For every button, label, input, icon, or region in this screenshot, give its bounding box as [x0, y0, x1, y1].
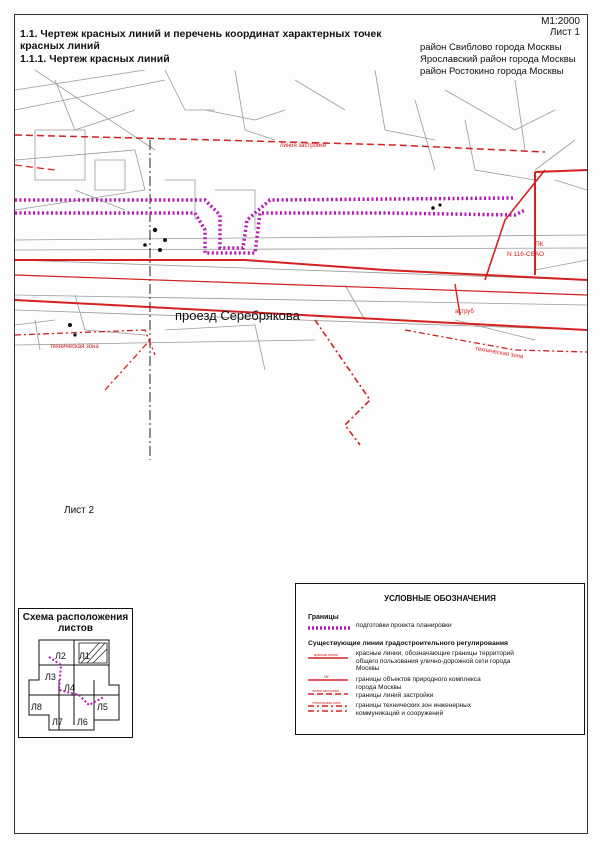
scheme-sheet-6: Л6: [77, 717, 88, 727]
building-lines: [15, 135, 545, 170]
scheme-sheet-8: Л8: [31, 702, 42, 712]
tech-zone-left-label: техническая зона: [50, 344, 99, 350]
scheme-sheet-3: Л3: [45, 672, 56, 682]
legend-item-1-line-2: общего пользования улично-дорожной сети города: [356, 657, 511, 665]
pk-code: N 116-СВАО: [507, 251, 545, 258]
pipe-label: аструб: [455, 309, 474, 315]
street-name: проезд Серебрякова: [175, 308, 300, 323]
scheme-sheet-1: Л1: [79, 651, 90, 661]
planning-border: [15, 210, 525, 253]
legend-borders-label: Границы: [308, 614, 339, 621]
map-drawing: [15, 70, 587, 460]
legend-planning-swatch: [308, 624, 352, 632]
swatch-label-tech-zone: техническая зона: [312, 701, 341, 705]
scheme-title: [19, 612, 132, 634]
title-line-1: 1.1. Чертеж красных линий и перечень координат характерных точек: [20, 28, 382, 40]
title-line-3: 1.1.1. Чертеж красных линий: [20, 53, 170, 65]
swatch-label-red-line: красная линия: [314, 653, 338, 657]
scale-label: M1:2000: [541, 16, 580, 27]
legend-item-4-line-1: границы технических зон инженерных: [356, 702, 472, 709]
title-line-2: красных линий: [20, 40, 100, 52]
scheme-diagram: [19, 635, 131, 735]
legend-box: [295, 583, 585, 735]
sheet-2-label: Лист 2: [64, 505, 95, 516]
legend-item-4-line-2: коммуникаций и сооружений: [356, 709, 444, 717]
legend-item-2-line-1: границы объектов природного комплекса: [356, 676, 481, 683]
district-1: район Свиблово города Москвы: [420, 42, 562, 53]
scheme-sheet-5: Л5: [97, 702, 108, 712]
legend-item-1-line-3: Москвы: [356, 665, 380, 672]
legend-item-1-line-1: красные линии, обозначающие границы территорий: [356, 650, 514, 657]
scheme-sheet-4: Л4: [64, 683, 75, 693]
scheme-sheet-2: Л2: [55, 651, 66, 661]
district-3: район Ростокино города Москвы: [420, 66, 564, 77]
district-2: Ярославский район города Москвы: [420, 54, 576, 65]
building-line-label: линия застройки: [280, 143, 327, 149]
pk-label: ПК: [535, 241, 544, 248]
legend-item-natural-complex: [356, 676, 481, 691]
legend-item-building-lines: границы линий застройки: [356, 692, 434, 699]
technical-zones: [15, 320, 587, 445]
swatch-label-building-line: линия застройки: [312, 689, 339, 693]
sheet-number: Лист 1: [549, 27, 580, 38]
legend-item-2-line-2: города Москвы: [356, 683, 402, 691]
legend-swatch-labels: [308, 648, 348, 708]
scheme-title-line-2: листов: [57, 623, 94, 634]
legend-existing-title: Существующие линии градостроительного регулирования: [308, 640, 508, 647]
legend-title: УСЛОВНЫЕ ОБОЗНАЧЕНИЯ: [384, 594, 496, 603]
legend-borders-desc: подготовки проекта планировки: [356, 622, 452, 629]
tech-zone-right-label: техническая зона: [474, 346, 524, 361]
swatch-label-pk: ПК: [324, 675, 329, 679]
scheme-sheet-7: Л7: [52, 717, 63, 727]
scale-block: [541, 16, 580, 38]
sheet-layout-scheme: [18, 608, 133, 738]
legend-item-tech-zones: [356, 702, 471, 717]
scheme-title-line-1: Схема расположения: [22, 612, 129, 623]
legend-item-red-lines: [356, 650, 514, 673]
